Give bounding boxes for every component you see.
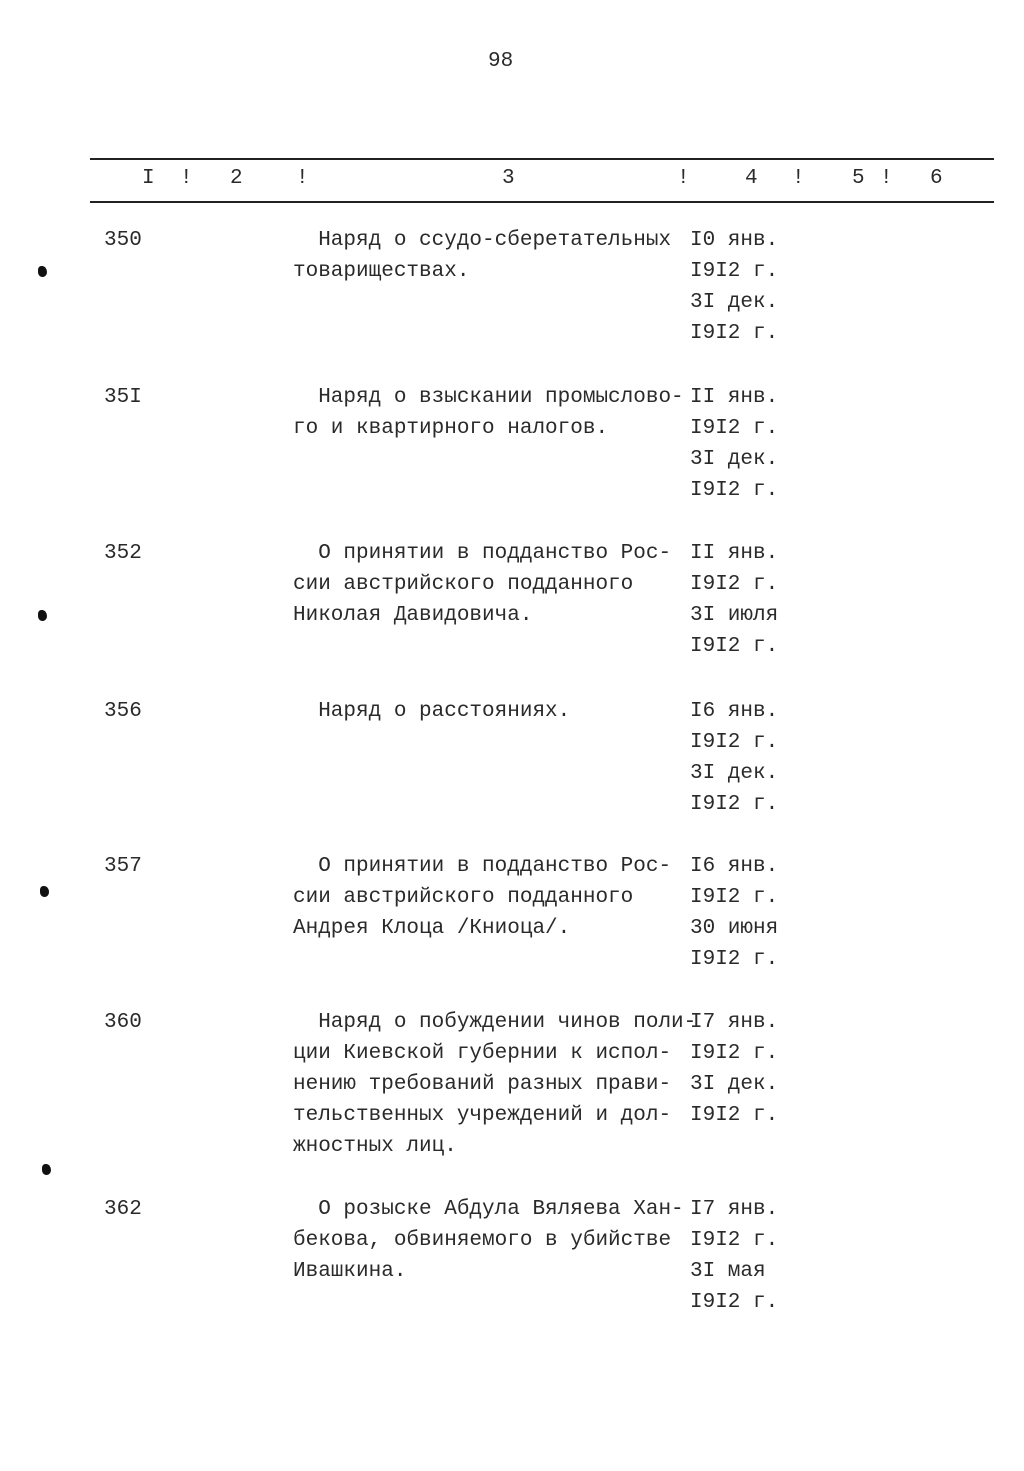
case-date-line: I9I2 г. (690, 322, 779, 345)
case-title-line: Николая Давидовича. (293, 604, 533, 627)
case-date-line: I6 янв. (690, 855, 779, 878)
punch-hole-mark (38, 610, 47, 621)
col-separator: ! (296, 167, 309, 190)
col-separator: ! (180, 167, 193, 190)
col-header-4: 4 (745, 167, 758, 190)
case-date-line: I9I2 г. (690, 260, 779, 283)
case-number: 35I (104, 386, 142, 409)
col-separator: ! (880, 167, 893, 190)
case-number: 360 (104, 1011, 142, 1034)
case-number: 350 (104, 229, 142, 252)
case-date-line: I9I2 г. (690, 731, 779, 754)
case-date-line: 3I дек. (690, 448, 779, 471)
page-number: 98 (488, 50, 514, 73)
punch-hole-mark (42, 1164, 51, 1175)
col-header-5: 5 (852, 167, 865, 190)
case-title-line: тельственных учреждений и дол- (293, 1104, 672, 1127)
case-title-line: Наряд о взыскании промыслово- (293, 386, 684, 409)
case-date-line: II янв. (690, 542, 779, 565)
case-title-line: О принятии в подданство Рос- (293, 855, 672, 878)
case-date-line: I0 янв. (690, 229, 779, 252)
case-title-line: жностных лиц. (293, 1135, 457, 1158)
case-date-line: I9I2 г. (690, 573, 779, 596)
case-title-line: Наряд о расстояниях. (293, 700, 571, 723)
table-top-rule (90, 158, 994, 160)
case-date-line: I9I2 г. (690, 1104, 779, 1127)
case-date-line: I9I2 г. (690, 479, 779, 502)
punch-hole-mark (38, 266, 47, 277)
case-date-line: I9I2 г. (690, 417, 779, 440)
case-date-line: I9I2 г. (690, 793, 779, 816)
case-title-line: Наряд о побуждении чинов поли- (293, 1011, 697, 1034)
case-number: 356 (104, 700, 142, 723)
case-date-line: 3I мая (690, 1260, 766, 1283)
case-title-line: бекова, обвиняемого в убийстве (293, 1229, 672, 1252)
case-date-line: 3I дек. (690, 1073, 779, 1096)
case-date-line: I6 янв. (690, 700, 779, 723)
case-title-line: Андрея Клоца /Книоца/. (293, 917, 571, 940)
case-number: 362 (104, 1198, 142, 1221)
case-title-line: О принятии в подданство Рос- (293, 542, 672, 565)
case-date-line: 3I дек. (690, 762, 779, 785)
case-title-line: товариществах. (293, 260, 470, 283)
case-title-line: О розыске Абдула Вяляева Хан- (293, 1198, 684, 1221)
case-number: 357 (104, 855, 142, 878)
col-header-6: 6 (930, 167, 943, 190)
punch-hole-mark (40, 886, 49, 897)
col-separator: ! (792, 167, 805, 190)
case-title-line: Наряд о ссудо-сберетательных (293, 229, 672, 252)
case-date-line: I9I2 г. (690, 1042, 779, 1065)
case-date-line: II янв. (690, 386, 779, 409)
case-date-line: I9I2 г. (690, 1291, 779, 1314)
col-header-1: I (142, 167, 155, 190)
col-header-3: 3 (502, 167, 515, 190)
case-number: 352 (104, 542, 142, 565)
col-separator: ! (677, 167, 690, 190)
case-date-line: I9I2 г. (690, 1229, 779, 1252)
case-date-line: I9I2 г. (690, 948, 779, 971)
case-date-line: I9I2 г. (690, 635, 779, 658)
case-title-line: Ивашкина. (293, 1260, 407, 1283)
case-date-line: 3I июля (690, 604, 779, 627)
case-date-line: I7 янв. (690, 1198, 779, 1221)
case-date-line: 3I дек. (690, 291, 779, 314)
case-date-line: 30 июня (690, 917, 779, 940)
col-header-2: 2 (230, 167, 243, 190)
table-header-rule (90, 201, 994, 203)
case-date-line: I9I2 г. (690, 886, 779, 909)
case-date-line: I7 янв. (690, 1011, 779, 1034)
case-title-line: сии австрийского подданного (293, 573, 634, 596)
case-title-line: ции Киевской губернии к испол- (293, 1042, 672, 1065)
case-title-line: сии австрийского подданного (293, 886, 634, 909)
case-title-line: нению требований разных прави- (293, 1073, 672, 1096)
case-title-line: го и квартирного налогов. (293, 417, 609, 440)
